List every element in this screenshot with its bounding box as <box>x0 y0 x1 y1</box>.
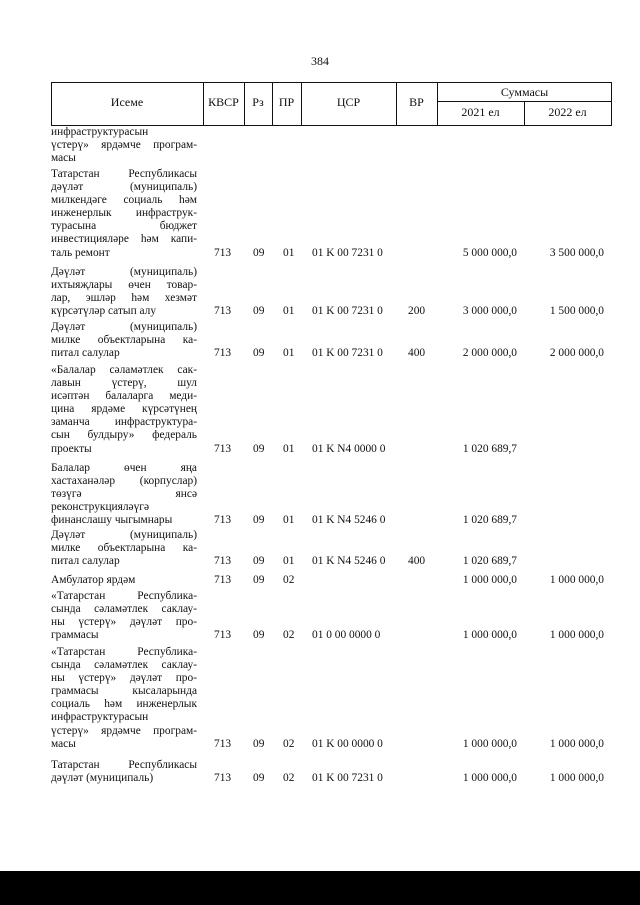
kvsr-cell: 713 <box>214 246 232 259</box>
row-name-line: хастаханәләр (корпуслар) <box>51 475 197 488</box>
sum-2022-cell: 1 500 000,0 <box>549 305 604 318</box>
row-name-line: үстерү» ярдәмче програм- <box>51 139 197 152</box>
header-year-2022: 2022 ел <box>548 105 587 119</box>
kvsr-cell: 713 <box>214 514 232 527</box>
kvsr-cell: 713 <box>214 574 232 586</box>
header-vr: ВР <box>409 95 424 109</box>
row-name-line: «Балалар сәламәтлек сак- <box>51 364 197 376</box>
kvsr-cell: 713 <box>214 347 232 360</box>
row-name-line: проекты <box>51 442 92 455</box>
row-name-line: Дәүләт (муниципаль) <box>51 529 197 541</box>
row-name-line: финанслашу чыгымнары <box>51 514 173 527</box>
row-name-line: социаль һәм инженерлык <box>51 698 197 711</box>
pr-cell: 01 <box>283 305 295 318</box>
sum-2021-cell: 1 000 000,0 <box>462 737 517 750</box>
row-name-line: ны үстерү» дәүләт про- <box>51 616 197 629</box>
csr-cell: 01 K 00 7231 0 <box>312 347 383 360</box>
rz-cell: 09 <box>253 442 265 455</box>
csr-cell: 01 K N4 5246 0 <box>312 514 386 527</box>
row-name-line: дәүләт (муниципаль) <box>51 772 154 785</box>
row-name-line: турасына бюджет <box>51 220 197 233</box>
row-name-line: сында сәламәтлек саклау- <box>51 659 197 672</box>
pr-cell: 02 <box>283 629 295 642</box>
row-name-line: милке объектларына ка- <box>51 334 197 347</box>
sum-2021-cell: 5 000 000,0 <box>462 246 517 259</box>
row-name-line: сында сәламәтлек саклау- <box>51 603 197 616</box>
row-name-line: төзүгә янсә <box>51 488 197 501</box>
rz-cell: 09 <box>253 772 265 785</box>
sum-2021-cell: 1 000 000,0 <box>462 629 517 642</box>
row-name <box>51 168 197 260</box>
rz-cell: 09 <box>253 347 265 360</box>
row-name <box>51 590 197 642</box>
sum-2022-cell: 2 000 000,0 <box>549 347 604 360</box>
pr-cell: 01 <box>283 514 295 527</box>
row-name-line: питал салулар <box>51 347 120 360</box>
header-year-2021: 2021 ел <box>461 105 500 119</box>
pr-cell: 01 <box>283 555 295 568</box>
row-name <box>51 529 197 568</box>
page-number: 384 <box>311 54 329 68</box>
row-name-line: масы <box>51 737 76 750</box>
pr-cell: 02 <box>283 574 295 586</box>
kvsr-cell: 713 <box>214 629 232 642</box>
row-name-line: исәптән балаларга меди- <box>51 390 197 403</box>
row-name <box>51 646 197 751</box>
csr-cell: 01 0 00 0000 0 <box>312 629 381 642</box>
row-name-line: Дәүләт (муниципаль) <box>51 321 197 333</box>
vr-cell: 400 <box>408 555 426 568</box>
row-name-line: таль ремонт <box>51 246 110 259</box>
sum-2021-cell: 3 000 000,0 <box>462 305 517 318</box>
vr-cell: 400 <box>408 347 426 360</box>
row-name <box>51 126 197 165</box>
row-name-line: Балалар өчен яңа <box>51 462 197 474</box>
row-name-line: заманча инфраструктура- <box>51 416 197 429</box>
csr-cell: 01 K 00 0000 0 <box>312 737 383 750</box>
sum-2021-cell: 1 000 000,0 <box>462 574 517 586</box>
rz-cell: 09 <box>253 305 265 318</box>
row-name-line: күрсәтүләр сатып алу <box>51 305 157 318</box>
row-name-line: сын булдыру» федераль <box>51 429 197 442</box>
sum-2022-cell: 1 000 000,0 <box>549 772 604 785</box>
row-name-line: цина ярдәме күрсәтүнең <box>51 403 197 416</box>
pr-cell: 02 <box>283 737 295 750</box>
header-rz: Рз <box>252 95 264 109</box>
vr-cell: 200 <box>408 305 426 318</box>
rz-cell: 09 <box>253 629 265 642</box>
row-name-line: лар, эшләр һәм хезмәт <box>51 292 197 305</box>
row-name <box>51 266 197 318</box>
pr-cell: 01 <box>283 442 295 455</box>
row-name-line: ны үстерү» дәүләт про- <box>51 672 197 685</box>
header-name: Исеме <box>110 95 144 109</box>
sum-2021-cell: 1 020 689,7 <box>462 514 517 527</box>
rz-cell: 09 <box>253 514 265 527</box>
row-name <box>51 759 197 785</box>
csr-cell: 01 K N4 5246 0 <box>312 555 386 568</box>
kvsr-cell: 713 <box>214 772 232 785</box>
sum-2022-cell: 1 000 000,0 <box>549 629 604 642</box>
scan-border <box>0 871 640 905</box>
pr-cell: 01 <box>283 246 295 259</box>
row-name-line: инженерлык инфраструк- <box>51 207 197 220</box>
csr-cell: 01 K 00 7231 0 <box>312 305 383 318</box>
row-name <box>51 321 197 360</box>
rz-cell: 09 <box>253 555 265 568</box>
row-name <box>51 574 197 587</box>
row-name-line: милке объектларына ка- <box>51 542 197 555</box>
row-name-line: инвестицияләре һәм капи- <box>51 233 197 246</box>
kvsr-cell: 713 <box>214 555 232 568</box>
rz-cell: 09 <box>253 246 265 259</box>
csr-cell: 01 K N4 0000 0 <box>312 442 386 455</box>
row-name-line: «Татарстан Республика- <box>51 646 197 658</box>
row-name-line: Дәүләт (муниципаль) <box>51 266 197 278</box>
kvsr-cell: 713 <box>214 442 232 455</box>
kvsr-cell: 713 <box>214 737 232 750</box>
kvsr-cell: 713 <box>214 305 232 318</box>
row-name-line: инфраструктурасын <box>51 711 149 724</box>
pr-cell: 02 <box>283 772 295 785</box>
header-csr: ЦСР <box>336 95 361 109</box>
row-name-line: милкендәге социаль һәм <box>51 194 197 207</box>
sum-2021-cell: 1 020 689,7 <box>462 442 517 455</box>
row-name-line: масы <box>51 152 76 165</box>
rz-cell: 09 <box>253 737 265 750</box>
row-name-line: дәүләт (муниципаль) <box>51 181 197 194</box>
row-name-line: граммасы <box>51 629 99 642</box>
sum-2021-cell: 1 020 689,7 <box>462 555 517 568</box>
csr-cell: 01 K 00 7231 0 <box>312 772 383 785</box>
row-name-line: реконструкцияләүгә <box>51 501 150 514</box>
header-kvsr: КВСР <box>208 95 239 109</box>
sum-2021-cell: 2 000 000,0 <box>462 347 517 360</box>
row-name <box>51 462 197 527</box>
sum-2022-cell: 1 000 000,0 <box>549 574 604 586</box>
rz-cell: 09 <box>253 574 265 586</box>
header-pr: ПР <box>278 95 295 109</box>
row-name <box>51 364 197 456</box>
sum-2022-cell: 1 000 000,0 <box>549 737 604 750</box>
row-name-line: Татарстан Республикасы <box>51 759 197 771</box>
row-name-line: инфраструктурасын <box>51 126 149 138</box>
sum-2021-cell: 1 000 000,0 <box>462 772 517 785</box>
row-name-line: үстерү» ярдәмче програм- <box>51 724 197 737</box>
pr-cell: 01 <box>283 347 295 360</box>
row-name-line: Амбулатор ярдәм <box>51 574 136 586</box>
row-name-line: Татарстан Республикасы <box>51 168 197 180</box>
row-name-line: лавын үстерү, шул <box>51 377 197 390</box>
row-name-line: питал салулар <box>51 555 120 568</box>
csr-cell: 01 K 00 7231 0 <box>312 246 383 259</box>
row-name-line: ихтыяҗлары өчен товар- <box>51 279 197 292</box>
row-name-line: «Татарстан Республика- <box>51 590 197 602</box>
row-name-line: граммасы кысаларында <box>51 685 197 698</box>
sum-2022-cell: 3 500 000,0 <box>549 246 604 259</box>
header-sums: Суммасы <box>500 85 549 99</box>
